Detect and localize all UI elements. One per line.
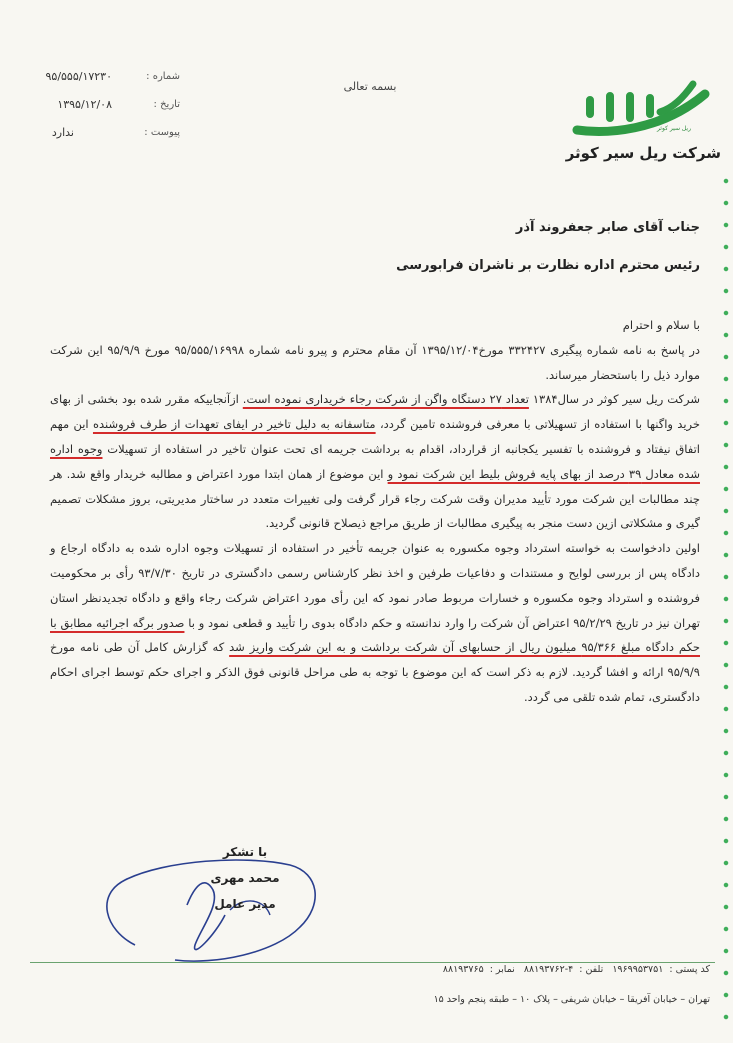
- paragraph-3: اولین دادخواست به خواسته استرداد وجوه مکسوره به عنوان جریمه تأخیر در استفاده از تسهیلات وجوه اداره شده به دادگاه ارجاع و دادگاه پس از بررسی لوایح و مستندات و دفاعیات طرفین و اخذ نظر کارشناس رسمی دادگستری در تاریخ ۹۳/۷/۳۰ رأی بر محکومیت فروشنده و استرداد وجوه مکسوره و خسارات مربوط صادر نمود که این رأی مورد اعتراض شرکت رجاء واقع و دادگاه تجدیدنظر استان تهران نیز در تاریخ ۹۵/۲/۲۹ اعتراض آن شرکت را وارد ندانسته و حکم دادگاه بدوی را تأیید و قطعی نمود و با صدور برگه اجرائیه مطابق با حکم دادگاه مبلغ ۹۵/۳۶۶ میلیون ریال از حسابهای آن شرکت برداشت و به این شرکت واریز شد که گزارش کامل آن طی نامه مورخ ۹۵/۹/۹ ارائه و افشا گردید. لازم به ذکر است که این موضوع با توجه به طی مراحل قانونی فوق الذکر و اجرای حکم توسط اجرای احکام دادگستری، تمام شده تلقی می گردد.: [50, 541, 700, 704]
- paragraph-1: در پاسخ به نامه شماره پیگیری ۳۳۲۴۲۷ مورخ۱۳۹۵/۱۲/۰۴ آن مقام محترم و پیرو نامه شماره ۹۵/۵۵۵/۱۶۹۹۸ مورخ ۹۵/۹/۹ این شرکت موارد ذیل را باستحضار میرساند.: [50, 342, 700, 382]
- closing-text: با تشکر: [222, 845, 268, 859]
- postal-label: کد پستی :: [669, 964, 710, 975]
- footer-address: تهران – خیابان آفریقا – خیابان شریفی – پلاک ۱۰ – طبقه پنجم واحد ۱۵: [433, 994, 710, 1005]
- signature-block: [185, 842, 305, 920]
- date-label: تاریخ :: [153, 99, 180, 110]
- underlined-text: وجوه اداره شده معادل ۳۹ درصد از بهای پایه فروش بلیط این شرکت نمود و: [50, 441, 700, 481]
- company-name: شرکت ریل سیر کوثر: [565, 144, 721, 162]
- recipient-block: [320, 218, 700, 294]
- underlined-text: تعداد ۲۷ دستگاه واگن از شرکت رجاء خریداری نموده است.: [242, 392, 529, 407]
- letter-meta-labels: [120, 68, 180, 152]
- signer-name: محمد مهری: [210, 871, 280, 885]
- greeting: با سلام و احترام: [622, 318, 700, 332]
- recipient-title: رئیس محترم اداره نظارت بر ناشران فرابورسی: [396, 258, 700, 273]
- number-label: شماره :: [146, 71, 180, 82]
- basmala-heading: بسمه تعالی: [343, 80, 397, 93]
- number-value: ۹۵/۵۵۵/۱۷۲۳۰: [45, 70, 112, 83]
- decorative-dot-border: [723, 170, 729, 1033]
- attachment-value: ندارد: [51, 126, 74, 139]
- underlined-text: صدور برگه اجرائیه مطابق با حکم دادگاه مبلغ ۹۵/۳۶۶ میلیون ریال از حسابهای آن شرکت برداشت و به این شرکت واریز شد: [50, 615, 700, 655]
- recipient-name: جناب آقای صابر جعفروند آذر: [515, 220, 700, 235]
- fax-label: نمابر :: [489, 964, 515, 975]
- letter-meta-values: [0, 68, 112, 152]
- footer-contact: [30, 964, 710, 975]
- footer-divider: [30, 962, 715, 963]
- phone-value: ۴-۸۸۱۹۳۷۶۲: [523, 964, 574, 975]
- underlined-text: متاسفانه به دلیل تاخیر در ایفای تعهدات از طرف فروشنده: [92, 417, 376, 432]
- postal-value: ۱۹۶۹۹۵۳۷۵۱: [612, 964, 664, 975]
- paragraph-2: شرکت ریل سیر کوثر در سال۱۳۸۴ تعداد ۲۷ دستگاه واگن از شرکت رجاء خریداری نموده است. ازآنجاییکه مقرر شده بود بخشی از بهای خرید واگنها با استفاده از تسهیلاتی با معرفی فروشنده تامین گردد، متاسفانه به دلیل تاخیر در ایفای تعهدات از طرف فروشنده این مهم اتفاق نیفتاد و فروشنده با تفسیر یکجانبه از قرارداد، اقدام به برداشت جریمه ای تحت عنوان تاخیر در استفاده از تسهیلات وجوه اداره شده معادل ۳۹ درصد از بهای پایه فروش بلیط این شرکت نمود و این موضوع از همان ابتدا مورد اعتراض و مطالبه خریدار واقع شد. هر چند مطالبات این شرکت مورد تأیید مدیران وقت شرکت رجاء قرار گرفت ولی تغییرات متعدد در ساختار مدیریتی، بروز مشکلات تصمیم گیری و مشکلاتی ازین دست منجر به پیگیری مطالبات از طریق مراجع ذیصلاح قانونی گردید.: [50, 392, 701, 531]
- date-value: ۱۳۹۵/۱۲/۰۸: [57, 98, 112, 111]
- letter-body: [50, 313, 700, 710]
- logo-subtext: ریل سیر کوثر: [656, 125, 691, 132]
- fax-value: ۸۸۱۹۳۷۶۵: [442, 964, 484, 975]
- phone-label: تلفن :: [579, 964, 604, 975]
- attachment-label: پیوست :: [144, 127, 180, 138]
- signer-role: مدیر عامل: [214, 897, 276, 911]
